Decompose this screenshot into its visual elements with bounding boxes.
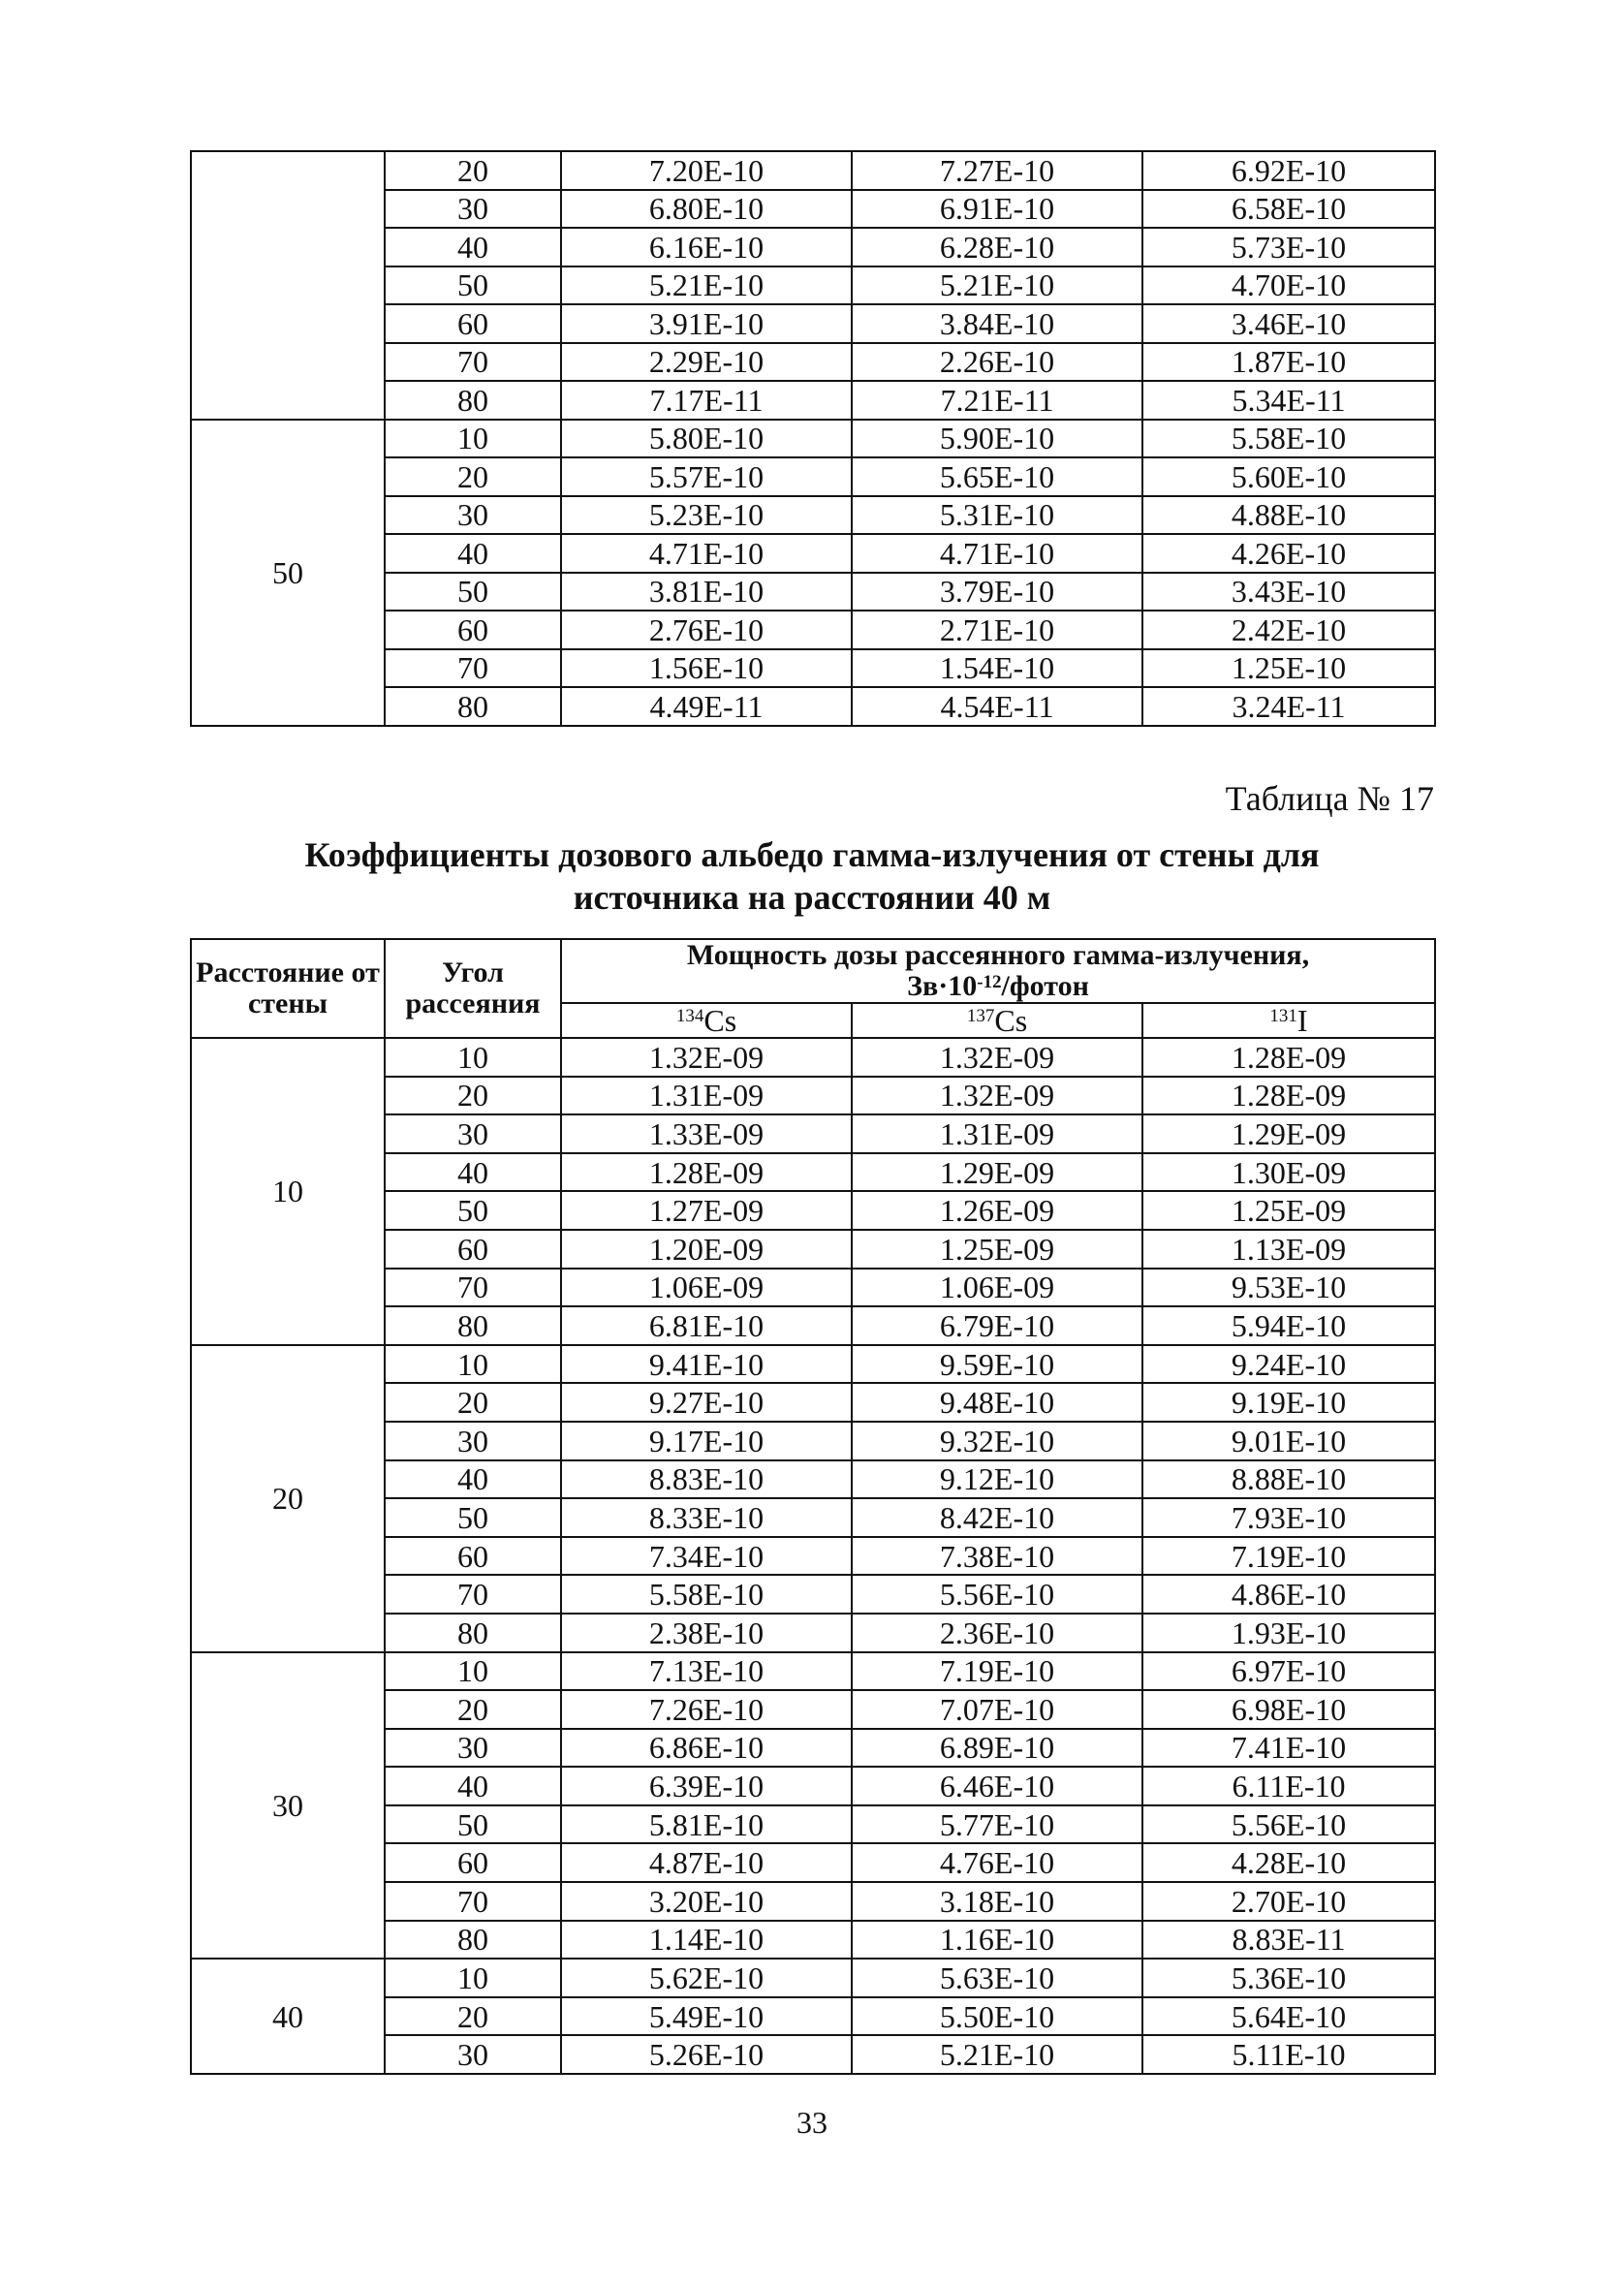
- cs134-value: 2.29E-10: [561, 343, 852, 382]
- i131-value: 7.41E-10: [1142, 1729, 1435, 1768]
- cs137-value: 3.18E-10: [852, 1882, 1142, 1921]
- cs137-value: 6.91E-10: [852, 190, 1142, 229]
- cs137-value: 9.32E-10: [852, 1422, 1142, 1460]
- angle-cell: 20: [385, 1690, 561, 1729]
- cs137-value: 7.19E-10: [852, 1652, 1142, 1691]
- distance-cell: 30: [191, 1652, 385, 1960]
- cs137-value: 5.90E-10: [852, 420, 1142, 458]
- cs137-value: 6.79E-10: [852, 1306, 1142, 1345]
- i131-value: 3.24E-11: [1142, 687, 1435, 726]
- angle-cell: 30: [385, 2035, 561, 2074]
- cs137-value: 1.26E-09: [852, 1191, 1142, 1230]
- continued-table-body: [191, 151, 1435, 726]
- angle-cell: 70: [385, 1882, 561, 1921]
- angle-cell: 30: [385, 190, 561, 229]
- i131-value: 3.43E-10: [1142, 573, 1435, 611]
- cs137-value: 6.46E-10: [852, 1767, 1142, 1805]
- table-row: [191, 151, 1435, 190]
- angle-cell: 70: [385, 1269, 561, 1307]
- i131-value: 2.42E-10: [1142, 611, 1435, 649]
- i131-value: 3.46E-10: [1142, 304, 1435, 343]
- i131-value: 5.36E-10: [1142, 1959, 1435, 1997]
- cs134-value: 5.58E-10: [561, 1575, 852, 1614]
- i131-value: 5.56E-10: [1142, 1805, 1435, 1844]
- albedo-table-body: [191, 1038, 1435, 2074]
- albedo-table: [190, 938, 1436, 2075]
- continued-table: [190, 150, 1436, 727]
- angle-cell: 50: [385, 573, 561, 611]
- cs134-value: 1.06E-09: [561, 1269, 852, 1307]
- angle-cell: 10: [385, 420, 561, 458]
- angle-cell: 30: [385, 1422, 561, 1460]
- angle-cell: 20: [385, 151, 561, 190]
- cs134-value: 7.13E-10: [561, 1652, 852, 1691]
- cs134-value: 1.31E-09: [561, 1077, 852, 1115]
- i131-value: 2.70E-10: [1142, 1882, 1435, 1921]
- table-row: [191, 1652, 1435, 1691]
- page-number: 33: [796, 2105, 828, 2140]
- i131-value: 8.88E-10: [1142, 1460, 1435, 1499]
- cs134-value: 7.20E-10: [561, 151, 852, 190]
- angle-cell: 80: [385, 687, 561, 726]
- cs137-value: 5.21E-10: [852, 267, 1142, 305]
- angle-cell: 40: [385, 1460, 561, 1499]
- i131-value: 1.93E-10: [1142, 1614, 1435, 1652]
- cs134-value: 9.27E-10: [561, 1383, 852, 1422]
- angle-cell: 60: [385, 1843, 561, 1882]
- table-row: [191, 420, 1435, 458]
- isotope-mass: 134: [675, 1006, 704, 1026]
- i131-value: 1.30E-09: [1142, 1153, 1435, 1192]
- cs137-value: 1.25E-09: [852, 1230, 1142, 1269]
- angle-cell: 10: [385, 1038, 561, 1077]
- angle-cell: 20: [385, 457, 561, 496]
- i131-value: 1.87E-10: [1142, 343, 1435, 382]
- i131-value: 1.28E-09: [1142, 1077, 1435, 1115]
- i131-value: 9.53E-10: [1142, 1269, 1435, 1307]
- cs134-value: 3.91E-10: [561, 304, 852, 343]
- cs134-value: 6.86E-10: [561, 1729, 852, 1768]
- cs134-value: 4.49E-11: [561, 687, 852, 726]
- angle-cell: 10: [385, 1652, 561, 1691]
- angle-cell: 10: [385, 1345, 561, 1384]
- cs137-value: 9.12E-10: [852, 1460, 1142, 1499]
- angle-cell: 40: [385, 1767, 561, 1805]
- cs134-value: 5.23E-10: [561, 496, 852, 535]
- cs137-value: 5.21E-10: [852, 2035, 1142, 2074]
- table-number-label: Таблица № 17: [1225, 779, 1434, 818]
- i131-value: 5.73E-10: [1142, 228, 1435, 267]
- table-row: [191, 1345, 1435, 1384]
- cs134-value: 1.27E-09: [561, 1191, 852, 1230]
- angle-cell: 20: [385, 1997, 561, 2036]
- cs134-value: 9.41E-10: [561, 1345, 852, 1384]
- cs137-value: 1.29E-09: [852, 1153, 1142, 1192]
- distance-cell: 40: [191, 1959, 385, 2074]
- table-row: [191, 1959, 1435, 1997]
- angle-cell: 30: [385, 496, 561, 535]
- i131-value: 5.11E-10: [1142, 2035, 1435, 2074]
- cs134-value: 7.26E-10: [561, 1690, 852, 1729]
- cs134-value: 3.81E-10: [561, 573, 852, 611]
- i131-value: 1.25E-10: [1142, 649, 1435, 688]
- i131-value: 5.58E-10: [1142, 420, 1435, 458]
- cs134-value: 5.81E-10: [561, 1805, 852, 1844]
- angle-cell: 40: [385, 534, 561, 573]
- angle-cell: 80: [385, 381, 561, 420]
- cs137-value: 5.77E-10: [852, 1805, 1142, 1844]
- angle-cell: 20: [385, 1077, 561, 1115]
- header-dose-rate: [561, 939, 1435, 1003]
- cs134-value: 5.26E-10: [561, 2035, 852, 2074]
- cs137-value: 8.42E-10: [852, 1498, 1142, 1537]
- i131-value: 7.19E-10: [1142, 1537, 1435, 1576]
- i131-value: 8.83E-11: [1142, 1921, 1435, 1960]
- cs134-value: 5.49E-10: [561, 1997, 852, 2036]
- angle-cell: 40: [385, 1153, 561, 1192]
- table-title: [190, 833, 1434, 919]
- cs134-value: 1.14E-10: [561, 1921, 852, 1960]
- cs137-value: 4.76E-10: [852, 1843, 1142, 1882]
- cs137-value: 1.31E-09: [852, 1114, 1142, 1153]
- dose-unit-exponent: -12: [977, 972, 1002, 992]
- cs134-value: 6.80E-10: [561, 190, 852, 229]
- cs137-value: 5.56E-10: [852, 1575, 1142, 1614]
- cs137-value: 2.26E-10: [852, 343, 1142, 382]
- cs134-value: 4.87E-10: [561, 1843, 852, 1882]
- angle-cell: 60: [385, 1230, 561, 1269]
- angle-cell: 70: [385, 343, 561, 382]
- isotope-mass: 131: [1269, 1006, 1297, 1026]
- isotope-symbol: Cs: [703, 1003, 737, 1038]
- cs137-value: 9.48E-10: [852, 1383, 1142, 1422]
- cs134-value: 4.71E-10: [561, 534, 852, 573]
- header-dose-unit: [562, 971, 1434, 1002]
- cs134-value: 5.57E-10: [561, 457, 852, 496]
- cs137-value: 6.89E-10: [852, 1729, 1142, 1768]
- distance-cell: [191, 151, 385, 420]
- cs134-value: 6.16E-10: [561, 228, 852, 267]
- angle-cell: 80: [385, 1614, 561, 1652]
- cs137-value: 2.71E-10: [852, 611, 1142, 649]
- i131-value: 7.93E-10: [1142, 1498, 1435, 1537]
- i131-value: 9.19E-10: [1142, 1383, 1435, 1422]
- distance-cell: 50: [191, 420, 385, 726]
- cs137-value: 4.54E-11: [852, 687, 1142, 726]
- cs137-value: 5.31E-10: [852, 496, 1142, 535]
- i131-value: 5.34E-11: [1142, 381, 1435, 420]
- cs137-value: 5.65E-10: [852, 457, 1142, 496]
- isotope-symbol: I: [1296, 1003, 1308, 1038]
- header-dose-line1: Мощность дозы рассеянного гамма-излучения,: [686, 939, 1310, 971]
- angle-cell: 60: [385, 1537, 561, 1576]
- i131-value: 5.94E-10: [1142, 1306, 1435, 1345]
- cs137-value: 7.27E-10: [852, 151, 1142, 190]
- i131-value: 9.01E-10: [1142, 1422, 1435, 1460]
- angle-cell: 50: [385, 1191, 561, 1230]
- angle-cell: 20: [385, 1383, 561, 1422]
- cs134-value: 5.21E-10: [561, 267, 852, 305]
- cs137-value: 4.71E-10: [852, 534, 1142, 573]
- angle-cell: 80: [385, 1921, 561, 1960]
- angle-cell: 30: [385, 1729, 561, 1768]
- i131-value: 1.13E-09: [1142, 1230, 1435, 1269]
- cs134-value: 5.80E-10: [561, 420, 852, 458]
- i131-value: 4.26E-10: [1142, 534, 1435, 573]
- cs137-value: 7.21E-11: [852, 381, 1142, 420]
- angle-cell: 30: [385, 1114, 561, 1153]
- header-isotope-cs137: [852, 1003, 1142, 1038]
- table-row: [191, 1038, 1435, 1077]
- header-distance: Расстояние от стены: [191, 939, 385, 1038]
- i131-value: 6.98E-10: [1142, 1690, 1435, 1729]
- table-title-line2: источника на расстоянии 40 м: [573, 878, 1051, 917]
- cs137-value: 1.16E-10: [852, 1921, 1142, 1960]
- cs134-value: 1.56E-10: [561, 649, 852, 688]
- cs134-value: 7.17E-11: [561, 381, 852, 420]
- cs134-value: 6.81E-10: [561, 1306, 852, 1345]
- i131-value: 6.97E-10: [1142, 1652, 1435, 1691]
- cs137-value: 1.32E-09: [852, 1077, 1142, 1115]
- distance-cell: 20: [191, 1345, 385, 1652]
- angle-cell: 70: [385, 1575, 561, 1614]
- i131-value: 4.28E-10: [1142, 1843, 1435, 1882]
- distance-cell: 10: [191, 1038, 385, 1345]
- cs137-value: 9.59E-10: [852, 1345, 1142, 1384]
- cs134-value: 1.28E-09: [561, 1153, 852, 1192]
- cs134-value: 1.20E-09: [561, 1230, 852, 1269]
- cs137-value: 7.38E-10: [852, 1537, 1142, 1576]
- header-angle: Угол рассеяния: [385, 939, 561, 1038]
- angle-cell: 80: [385, 1306, 561, 1345]
- angle-cell: 50: [385, 1805, 561, 1844]
- angle-cell: 60: [385, 611, 561, 649]
- header-isotope-i131: [1142, 1003, 1435, 1038]
- cs134-value: 3.20E-10: [561, 1882, 852, 1921]
- angle-cell: 50: [385, 267, 561, 305]
- albedo-table-header: [191, 939, 1435, 1038]
- cs134-value: 6.39E-10: [561, 1767, 852, 1805]
- cs134-value: 2.76E-10: [561, 611, 852, 649]
- angle-cell: 60: [385, 304, 561, 343]
- dose-unit-base: Зв·10: [907, 970, 978, 1002]
- angle-cell: 70: [385, 649, 561, 688]
- i131-value: 4.86E-10: [1142, 1575, 1435, 1614]
- header-isotope-cs134: [561, 1003, 852, 1038]
- cs137-value: 2.36E-10: [852, 1614, 1142, 1652]
- isotope-mass: 137: [966, 1006, 995, 1026]
- i131-value: 4.70E-10: [1142, 267, 1435, 305]
- cs134-value: 7.34E-10: [561, 1537, 852, 1576]
- cs137-value: 3.84E-10: [852, 304, 1142, 343]
- cs134-value: 1.32E-09: [561, 1038, 852, 1077]
- cs134-value: 8.83E-10: [561, 1460, 852, 1499]
- cs134-value: 8.33E-10: [561, 1498, 852, 1537]
- i131-value: 5.64E-10: [1142, 1997, 1435, 2036]
- isotope-symbol: Cs: [994, 1003, 1028, 1038]
- cs137-value: 3.79E-10: [852, 573, 1142, 611]
- cs137-value: 6.28E-10: [852, 228, 1142, 267]
- cs134-value: 9.17E-10: [561, 1422, 852, 1460]
- i131-value: 6.11E-10: [1142, 1767, 1435, 1805]
- i131-value: 4.88E-10: [1142, 496, 1435, 535]
- cs137-value: 1.54E-10: [852, 649, 1142, 688]
- cs134-value: 1.33E-09: [561, 1114, 852, 1153]
- cs137-value: 1.06E-09: [852, 1269, 1142, 1307]
- angle-cell: 10: [385, 1959, 561, 1997]
- i131-value: 6.58E-10: [1142, 190, 1435, 229]
- i131-value: 9.24E-10: [1142, 1345, 1435, 1384]
- cs137-value: 5.50E-10: [852, 1997, 1142, 2036]
- i131-value: 1.29E-09: [1142, 1114, 1435, 1153]
- i131-value: 6.92E-10: [1142, 151, 1435, 190]
- cs134-value: 5.62E-10: [561, 1959, 852, 1997]
- table-title-line1: Коэффициенты дозового альбедо гамма-излучения от стены для: [304, 835, 1320, 874]
- dose-unit-suffix: /фотон: [1001, 970, 1089, 1002]
- cs137-value: 7.07E-10: [852, 1690, 1142, 1729]
- i131-value: 5.60E-10: [1142, 457, 1435, 496]
- cs137-value: 5.63E-10: [852, 1959, 1142, 1997]
- cs134-value: 2.38E-10: [561, 1614, 852, 1652]
- i131-value: 1.28E-09: [1142, 1038, 1435, 1077]
- i131-value: 1.25E-09: [1142, 1191, 1435, 1230]
- angle-cell: 40: [385, 228, 561, 267]
- angle-cell: 50: [385, 1498, 561, 1537]
- cs137-value: 1.32E-09: [852, 1038, 1142, 1077]
